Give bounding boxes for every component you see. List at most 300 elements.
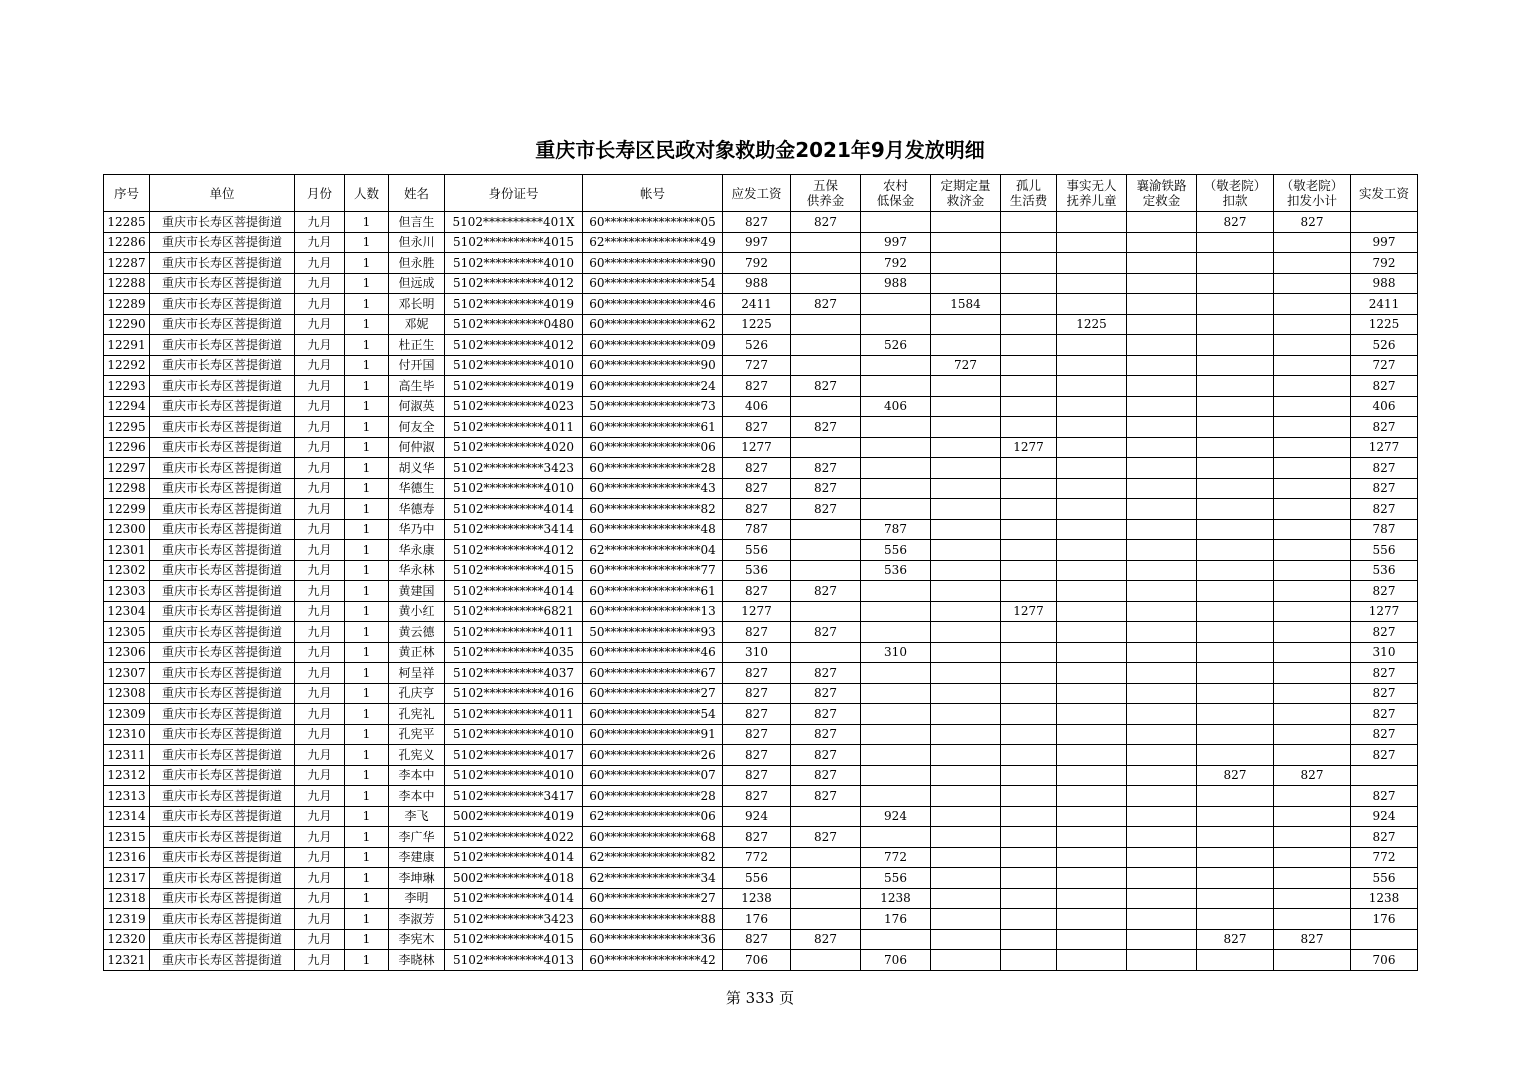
cell-unit: 重庆市长寿区菩提街道 (150, 560, 295, 581)
cell-seq: 12292 (104, 355, 150, 376)
table-row (104, 847, 1418, 868)
cell-rural-subsistence (861, 786, 931, 807)
cell-count: 1 (345, 806, 389, 827)
cell-name: 孔宪义 (389, 745, 445, 766)
cell-seq: 12311 (104, 745, 150, 766)
cell-nursing-home-subtotal (1274, 622, 1351, 643)
cell-orphan-allowance (1001, 745, 1057, 766)
cell-fixed-relief (931, 540, 1001, 561)
cell-nursing-home-subtotal (1274, 437, 1351, 458)
cell-month: 九月 (295, 909, 345, 930)
cell-railway-relief (1127, 314, 1197, 335)
cell-net-pay: 827 (1351, 724, 1418, 745)
cell-seq: 12310 (104, 724, 150, 745)
page-number: 第 333 页 (725, 989, 795, 1007)
cell-unsupported-child (1057, 622, 1127, 643)
cell-id-number: 5102**********4015 (445, 929, 583, 950)
cell-fixed-relief (931, 253, 1001, 274)
cell-month: 九月 (295, 601, 345, 622)
cell-id-number: 5102**********4023 (445, 396, 583, 417)
cell-fixed-relief (931, 888, 1001, 909)
cell-net-pay (1351, 929, 1418, 950)
cell-unit: 重庆市长寿区菩提街道 (150, 724, 295, 745)
cell-account: 60****************90 (583, 355, 723, 376)
cell-net-pay: 1225 (1351, 314, 1418, 335)
cell-id-number: 5102**********4011 (445, 704, 583, 725)
cell-account: 60****************82 (583, 499, 723, 520)
cell-seq: 12286 (104, 232, 150, 253)
cell-id-number: 5102**********3423 (445, 458, 583, 479)
cell-unsupported-child (1057, 704, 1127, 725)
cell-name: 但远成 (389, 273, 445, 294)
cell-net-pay: 772 (1351, 847, 1418, 868)
cell-fixed-relief (931, 232, 1001, 253)
cell-nursing-home-subtotal (1274, 232, 1351, 253)
cell-gross-pay: 787 (723, 519, 791, 540)
cell-fixed-relief (931, 663, 1001, 684)
cell-nursing-home-deduction (1197, 273, 1274, 294)
cell-nursing-home-deduction (1197, 314, 1274, 335)
table-row (104, 253, 1418, 274)
table-row (104, 909, 1418, 930)
cell-rural-subsistence (861, 704, 931, 725)
cell-month: 九月 (295, 437, 345, 458)
cell-rural-subsistence: 176 (861, 909, 931, 930)
cell-name: 华德寿 (389, 499, 445, 520)
cell-name: 黄正林 (389, 642, 445, 663)
cell-railway-relief (1127, 376, 1197, 397)
cell-orphan-allowance (1001, 704, 1057, 725)
cell-gross-pay: 924 (723, 806, 791, 827)
cell-id-number: 5102**********4019 (445, 376, 583, 397)
cell-id-number: 5102**********4010 (445, 253, 583, 274)
cell-seq: 12305 (104, 622, 150, 643)
cell-gross-pay: 792 (723, 253, 791, 274)
cell-five-guarantee (791, 950, 861, 971)
cell-fixed-relief (931, 786, 1001, 807)
cell-id-number: 5102**********4015 (445, 232, 583, 253)
cell-unsupported-child (1057, 888, 1127, 909)
cell-rural-subsistence: 526 (861, 335, 931, 356)
cell-nursing-home-deduction (1197, 663, 1274, 684)
cell-unit: 重庆市长寿区菩提街道 (150, 683, 295, 704)
cell-id-number: 5102**********4010 (445, 724, 583, 745)
cell-name: 李明 (389, 888, 445, 909)
cell-count: 1 (345, 212, 389, 233)
cell-nursing-home-deduction (1197, 847, 1274, 868)
cell-gross-pay: 827 (723, 458, 791, 479)
cell-railway-relief (1127, 540, 1197, 561)
cell-unit: 重庆市长寿区菩提街道 (150, 827, 295, 848)
cell-net-pay: 787 (1351, 519, 1418, 540)
cell-gross-pay: 2411 (723, 294, 791, 315)
cell-nursing-home-deduction: 827 (1197, 212, 1274, 233)
cell-id-number: 5102**********3423 (445, 909, 583, 930)
cell-railway-relief (1127, 724, 1197, 745)
cell-orphan-allowance (1001, 253, 1057, 274)
cell-unsupported-child (1057, 437, 1127, 458)
header-gross-pay: 应发工资 (723, 175, 791, 212)
cell-month: 九月 (295, 683, 345, 704)
cell-count: 1 (345, 253, 389, 274)
cell-nursing-home-deduction (1197, 376, 1274, 397)
cell-id-number: 5102**********4013 (445, 950, 583, 971)
cell-nursing-home-deduction (1197, 540, 1274, 561)
cell-five-guarantee: 827 (791, 724, 861, 745)
cell-nursing-home-deduction: 827 (1197, 929, 1274, 950)
cell-name: 李建康 (389, 847, 445, 868)
table-row (104, 212, 1418, 233)
cell-count: 1 (345, 232, 389, 253)
cell-unit: 重庆市长寿区菩提街道 (150, 499, 295, 520)
cell-five-guarantee (791, 273, 861, 294)
cell-rural-subsistence: 310 (861, 642, 931, 663)
cell-nursing-home-deduction (1197, 519, 1274, 540)
table-row (104, 950, 1418, 971)
cell-name: 但言生 (389, 212, 445, 233)
table-row (104, 786, 1418, 807)
cell-name: 华乃中 (389, 519, 445, 540)
cell-rural-subsistence: 772 (861, 847, 931, 868)
cell-net-pay: 2411 (1351, 294, 1418, 315)
table-header-row (104, 175, 1418, 212)
cell-rural-subsistence: 924 (861, 806, 931, 827)
cell-fixed-relief (931, 868, 1001, 889)
cell-net-pay: 827 (1351, 478, 1418, 499)
cell-unsupported-child (1057, 335, 1127, 356)
cell-count: 1 (345, 888, 389, 909)
cell-month: 九月 (295, 519, 345, 540)
cell-fixed-relief (931, 560, 1001, 581)
table-row (104, 294, 1418, 315)
cell-account: 60****************43 (583, 478, 723, 499)
cell-rural-subsistence (861, 355, 931, 376)
cell-month: 九月 (295, 478, 345, 499)
cell-unit: 重庆市长寿区菩提街道 (150, 765, 295, 786)
cell-nursing-home-deduction (1197, 724, 1274, 745)
cell-rural-subsistence: 556 (861, 868, 931, 889)
cell-orphan-allowance (1001, 888, 1057, 909)
cell-rural-subsistence (861, 663, 931, 684)
cell-gross-pay: 536 (723, 560, 791, 581)
cell-gross-pay: 827 (723, 765, 791, 786)
cell-name: 李飞 (389, 806, 445, 827)
cell-name: 何仲淑 (389, 437, 445, 458)
cell-id-number: 5102**********4011 (445, 622, 583, 643)
cell-id-number: 5102**********4010 (445, 478, 583, 499)
table-row (104, 724, 1418, 745)
cell-fixed-relief (931, 417, 1001, 438)
cell-orphan-allowance (1001, 581, 1057, 602)
cell-railway-relief (1127, 786, 1197, 807)
cell-gross-pay: 1225 (723, 314, 791, 335)
cell-nursing-home-subtotal (1274, 745, 1351, 766)
cell-fixed-relief (931, 396, 1001, 417)
cell-net-pay (1351, 765, 1418, 786)
cell-orphan-allowance (1001, 950, 1057, 971)
cell-orphan-allowance: 1277 (1001, 601, 1057, 622)
cell-seq: 12303 (104, 581, 150, 602)
cell-net-pay: 1277 (1351, 601, 1418, 622)
cell-id-number: 5102**********4015 (445, 560, 583, 581)
cell-seq: 12301 (104, 540, 150, 561)
cell-count: 1 (345, 458, 389, 479)
cell-name: 李宪木 (389, 929, 445, 950)
cell-account: 60****************07 (583, 765, 723, 786)
cell-id-number: 5102**********4014 (445, 847, 583, 868)
table-row (104, 376, 1418, 397)
cell-nursing-home-deduction (1197, 704, 1274, 725)
cell-seq: 12317 (104, 868, 150, 889)
cell-nursing-home-deduction (1197, 601, 1274, 622)
header-account: 帐号 (583, 175, 723, 212)
cell-account: 62****************04 (583, 540, 723, 561)
header-unsupported-child: 事实无人 抚养儿童 (1057, 175, 1127, 212)
cell-unit: 重庆市长寿区菩提街道 (150, 786, 295, 807)
cell-nursing-home-subtotal (1274, 273, 1351, 294)
cell-count: 1 (345, 314, 389, 335)
cell-name: 李本中 (389, 765, 445, 786)
cell-gross-pay: 827 (723, 478, 791, 499)
cell-orphan-allowance (1001, 212, 1057, 233)
cell-seq: 12312 (104, 765, 150, 786)
cell-five-guarantee: 827 (791, 622, 861, 643)
cell-account: 60****************62 (583, 314, 723, 335)
cell-nursing-home-deduction (1197, 478, 1274, 499)
cell-net-pay: 727 (1351, 355, 1418, 376)
cell-gross-pay: 997 (723, 232, 791, 253)
cell-orphan-allowance (1001, 314, 1057, 335)
table-row (104, 929, 1418, 950)
cell-gross-pay: 706 (723, 950, 791, 971)
cell-name: 孔宪平 (389, 724, 445, 745)
cell-five-guarantee (791, 806, 861, 827)
cell-orphan-allowance (1001, 232, 1057, 253)
cell-seq: 12299 (104, 499, 150, 520)
cell-count: 1 (345, 560, 389, 581)
cell-nursing-home-subtotal (1274, 581, 1351, 602)
cell-unsupported-child (1057, 683, 1127, 704)
cell-rural-subsistence (861, 478, 931, 499)
cell-net-pay: 827 (1351, 683, 1418, 704)
cell-id-number: 5102**********4022 (445, 827, 583, 848)
cell-count: 1 (345, 581, 389, 602)
cell-unsupported-child (1057, 458, 1127, 479)
table-row (104, 396, 1418, 417)
cell-seq: 12293 (104, 376, 150, 397)
cell-name: 何淑英 (389, 396, 445, 417)
cell-gross-pay: 1277 (723, 437, 791, 458)
cell-seq: 12309 (104, 704, 150, 725)
cell-account: 60****************36 (583, 929, 723, 950)
cell-five-guarantee: 827 (791, 499, 861, 520)
cell-account: 62****************49 (583, 232, 723, 253)
cell-rural-subsistence: 792 (861, 253, 931, 274)
cell-five-guarantee: 827 (791, 478, 861, 499)
cell-unit: 重庆市长寿区菩提街道 (150, 478, 295, 499)
cell-count: 1 (345, 704, 389, 725)
cell-month: 九月 (295, 642, 345, 663)
cell-five-guarantee (791, 232, 861, 253)
cell-net-pay: 827 (1351, 704, 1418, 725)
cell-month: 九月 (295, 765, 345, 786)
cell-nursing-home-subtotal (1274, 519, 1351, 540)
cell-name: 李广华 (389, 827, 445, 848)
cell-nursing-home-subtotal (1274, 827, 1351, 848)
cell-five-guarantee: 827 (791, 663, 861, 684)
cell-gross-pay: 526 (723, 335, 791, 356)
cell-account: 60****************06 (583, 437, 723, 458)
cell-fixed-relief (931, 212, 1001, 233)
cell-account: 50****************93 (583, 622, 723, 643)
cell-name: 但永胜 (389, 253, 445, 274)
cell-unsupported-child (1057, 868, 1127, 889)
cell-unsupported-child (1057, 560, 1127, 581)
cell-unsupported-child (1057, 806, 1127, 827)
cell-id-number: 5102**********3417 (445, 786, 583, 807)
cell-count: 1 (345, 868, 389, 889)
cell-account: 60****************77 (583, 560, 723, 581)
cell-seq: 12287 (104, 253, 150, 274)
cell-id-number: 5102**********6821 (445, 601, 583, 622)
cell-month: 九月 (295, 540, 345, 561)
cell-account: 62****************06 (583, 806, 723, 827)
cell-railway-relief (1127, 929, 1197, 950)
cell-unit: 重庆市长寿区菩提街道 (150, 376, 295, 397)
cell-unsupported-child (1057, 519, 1127, 540)
cell-unit: 重庆市长寿区菩提街道 (150, 950, 295, 971)
cell-five-guarantee (791, 519, 861, 540)
cell-railway-relief (1127, 519, 1197, 540)
cell-rural-subsistence: 556 (861, 540, 931, 561)
cell-railway-relief (1127, 417, 1197, 438)
cell-nursing-home-deduction (1197, 355, 1274, 376)
cell-nursing-home-deduction (1197, 294, 1274, 315)
cell-orphan-allowance (1001, 765, 1057, 786)
cell-month: 九月 (295, 335, 345, 356)
table-row (104, 806, 1418, 827)
cell-gross-pay: 827 (723, 827, 791, 848)
cell-five-guarantee (791, 909, 861, 930)
cell-orphan-allowance (1001, 786, 1057, 807)
cell-seq: 12314 (104, 806, 150, 827)
cell-rural-subsistence (861, 827, 931, 848)
cell-orphan-allowance (1001, 355, 1057, 376)
cell-net-pay (1351, 212, 1418, 233)
cell-name: 但永川 (389, 232, 445, 253)
cell-nursing-home-subtotal: 827 (1274, 212, 1351, 233)
cell-unsupported-child (1057, 355, 1127, 376)
cell-unsupported-child (1057, 642, 1127, 663)
cell-nursing-home-subtotal (1274, 868, 1351, 889)
cell-month: 九月 (295, 827, 345, 848)
cell-unit: 重庆市长寿区菩提街道 (150, 888, 295, 909)
cell-unsupported-child (1057, 581, 1127, 602)
cell-fixed-relief (931, 704, 1001, 725)
cell-fixed-relief (931, 458, 1001, 479)
cell-seq: 12297 (104, 458, 150, 479)
cell-nursing-home-subtotal (1274, 786, 1351, 807)
cell-seq: 12316 (104, 847, 150, 868)
cell-count: 1 (345, 335, 389, 356)
cell-name: 黄小红 (389, 601, 445, 622)
cell-month: 九月 (295, 888, 345, 909)
cell-rural-subsistence (861, 765, 931, 786)
cell-id-number: 5002**********4019 (445, 806, 583, 827)
cell-month: 九月 (295, 745, 345, 766)
cell-railway-relief (1127, 827, 1197, 848)
cell-nursing-home-subtotal (1274, 396, 1351, 417)
cell-count: 1 (345, 376, 389, 397)
cell-nursing-home-subtotal (1274, 601, 1351, 622)
cell-orphan-allowance (1001, 458, 1057, 479)
cell-five-guarantee (791, 437, 861, 458)
cell-unit: 重庆市长寿区菩提街道 (150, 458, 295, 479)
cell-fixed-relief (931, 499, 1001, 520)
cell-net-pay: 827 (1351, 622, 1418, 643)
cell-fixed-relief: 1584 (931, 294, 1001, 315)
cell-orphan-allowance (1001, 909, 1057, 930)
cell-unit: 重庆市长寿区菩提街道 (150, 663, 295, 684)
cell-orphan-allowance (1001, 642, 1057, 663)
cell-unit: 重庆市长寿区菩提街道 (150, 847, 295, 868)
cell-count: 1 (345, 294, 389, 315)
cell-name: 何友全 (389, 417, 445, 438)
cell-month: 九月 (295, 376, 345, 397)
cell-seq: 12290 (104, 314, 150, 335)
cell-nursing-home-deduction (1197, 806, 1274, 827)
cell-orphan-allowance (1001, 806, 1057, 827)
cell-id-number: 5102**********4017 (445, 745, 583, 766)
cell-gross-pay: 772 (723, 847, 791, 868)
cell-railway-relief (1127, 847, 1197, 868)
cell-unit: 重庆市长寿区菩提街道 (150, 704, 295, 725)
cell-rural-subsistence: 997 (861, 232, 931, 253)
cell-rural-subsistence (861, 458, 931, 479)
cell-unsupported-child (1057, 601, 1127, 622)
cell-count: 1 (345, 519, 389, 540)
cell-nursing-home-deduction (1197, 335, 1274, 356)
cell-unsupported-child (1057, 478, 1127, 499)
cell-fixed-relief (931, 745, 1001, 766)
cell-name: 邓长明 (389, 294, 445, 315)
cell-seq: 12288 (104, 273, 150, 294)
cell-count: 1 (345, 929, 389, 950)
cell-unsupported-child (1057, 212, 1127, 233)
cell-unit: 重庆市长寿区菩提街道 (150, 868, 295, 889)
cell-nursing-home-deduction (1197, 253, 1274, 274)
cell-rural-subsistence (861, 417, 931, 438)
header-railway-relief: 襄渝铁路 定救金 (1127, 175, 1197, 212)
table-row (104, 478, 1418, 499)
cell-rural-subsistence (861, 724, 931, 745)
table-row (104, 437, 1418, 458)
cell-month: 九月 (295, 622, 345, 643)
cell-rural-subsistence (861, 622, 931, 643)
cell-orphan-allowance (1001, 499, 1057, 520)
cell-count: 1 (345, 437, 389, 458)
cell-railway-relief (1127, 683, 1197, 704)
cell-account: 60****************13 (583, 601, 723, 622)
cell-rural-subsistence (861, 437, 931, 458)
table-row (104, 519, 1418, 540)
cell-fixed-relief (931, 683, 1001, 704)
header-id-number: 身份证号 (445, 175, 583, 212)
cell-orphan-allowance (1001, 560, 1057, 581)
cell-count: 1 (345, 499, 389, 520)
cell-account: 60****************67 (583, 663, 723, 684)
header-rural-subsistence: 农村 低保金 (861, 175, 931, 212)
